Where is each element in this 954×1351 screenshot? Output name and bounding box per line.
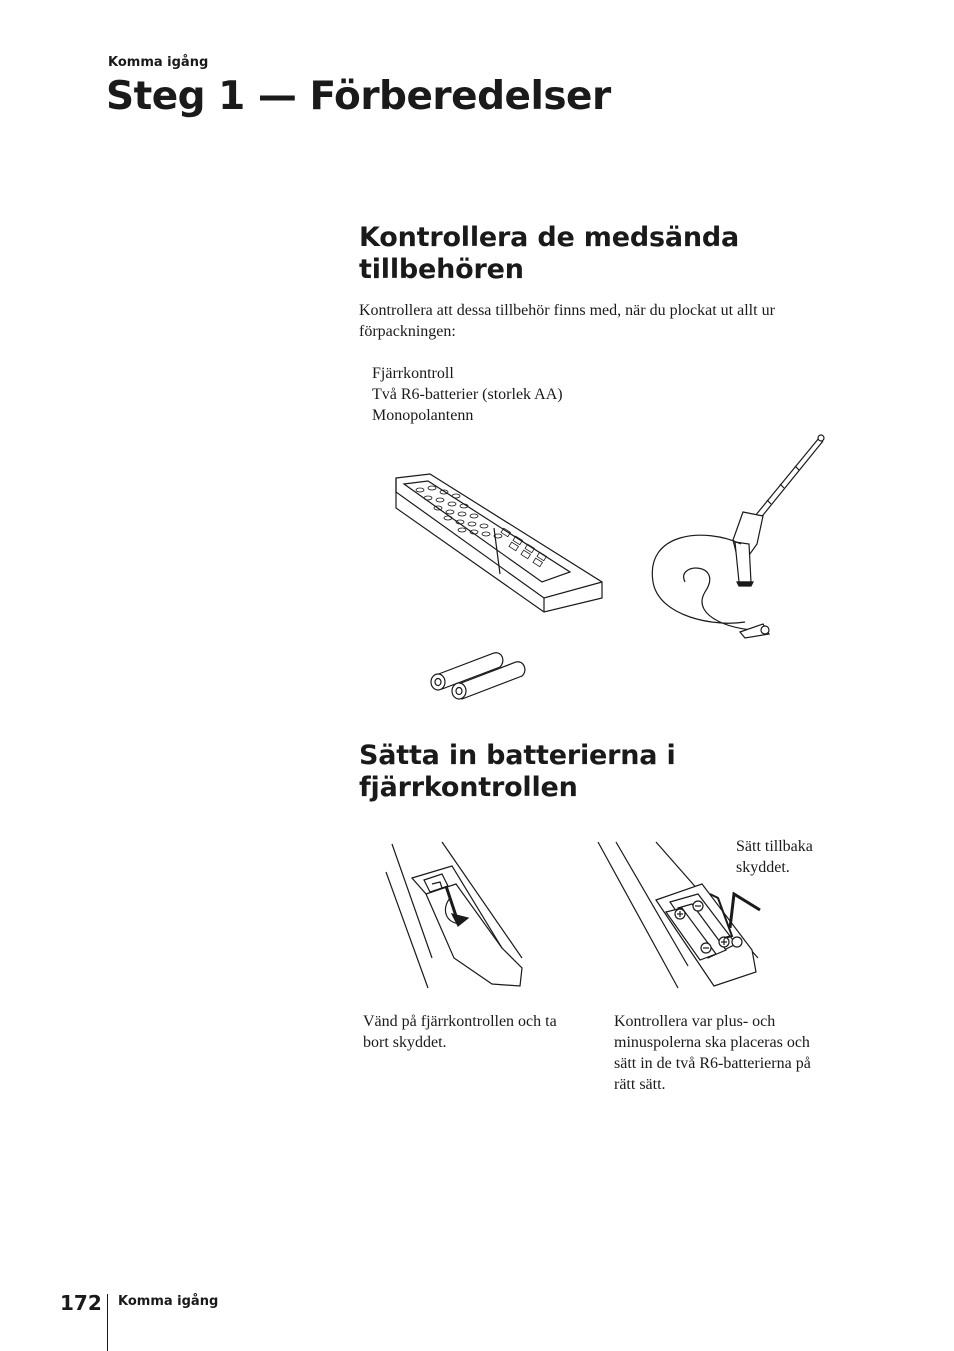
accessory-list [372,363,563,426]
page-title: Steg 1 — Förberedelser [106,74,611,119]
accessory-item-remote: Fjärrkontroll [372,365,454,382]
aa-batteries-illustration [428,645,528,700]
reattach-cover-callout: Sätt tillbaka skyddet. [736,838,813,876]
step2-caption: Kontrollera var plus- och minuspolerna ska placeras och sätt in de två R6-batterierna på rätt sätt. [614,1013,811,1093]
footer-divider [107,1294,108,1351]
page-number: 172 [60,1291,102,1315]
monopole-antenna-illustration [645,432,835,642]
section-label: Komma igång [108,55,209,70]
batteries-heading: Sätta in batterierna i fjärrkontrollen [359,740,676,803]
footer-section-label: Komma igång [118,1294,219,1309]
accessories-heading: Kontrollera de medsända tillbehören [359,222,740,285]
accessory-item-antenna: Monopolantenn [372,407,474,424]
accessories-intro: Kontrollera att dessa tillbehör finns med, när du plockat ut allt ur förpackningen: [359,302,775,340]
step1-caption: Vänd på fjärrkontrollen och ta bort skyddet. [363,1013,557,1051]
remote-control-illustration [390,470,610,620]
accessory-item-batteries: Två R6-batterier (storlek AA) [372,386,563,403]
remove-cover-illustration [382,838,532,993]
